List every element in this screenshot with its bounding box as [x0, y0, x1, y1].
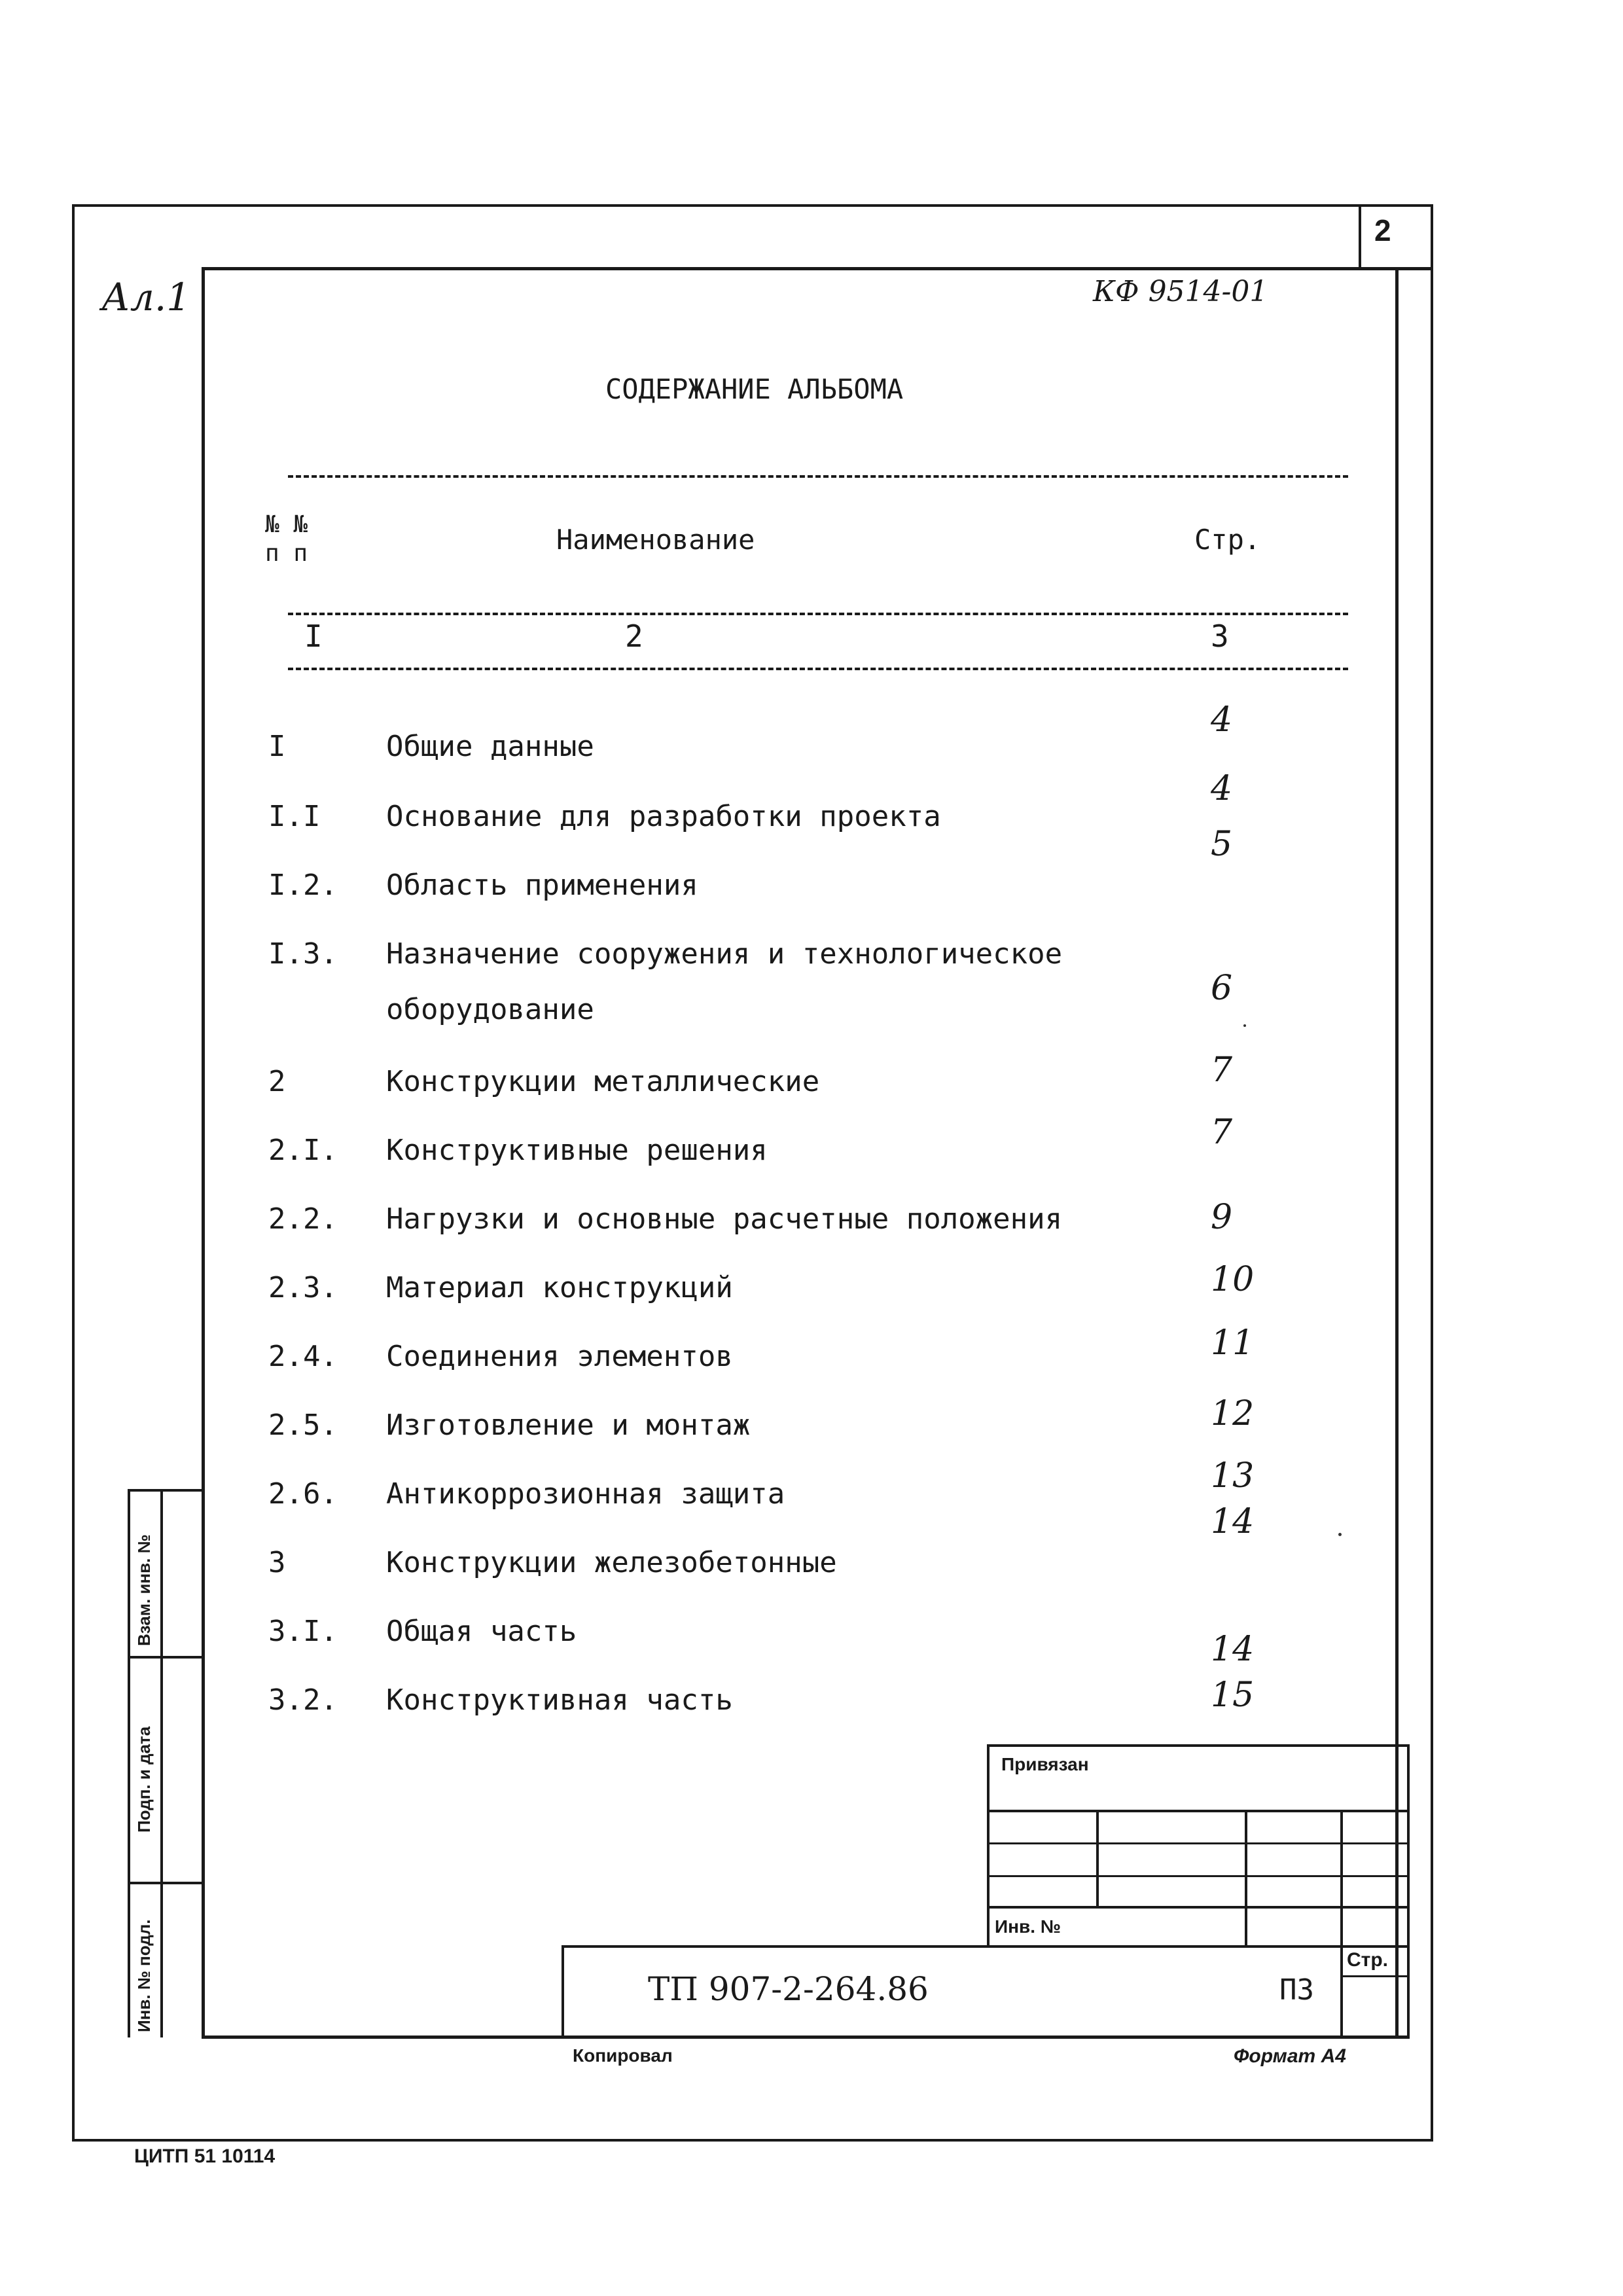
side-stamp-divider	[160, 1489, 163, 2037]
toc-page-5: 7	[1211, 1050, 1233, 1090]
toc-page-13: 14	[1211, 1630, 1255, 1669]
name-column-header: Наименование	[556, 524, 755, 556]
toc-title-2: Основание для разработки проекта	[386, 800, 941, 833]
privyazan-grid-h3	[987, 1875, 1409, 1877]
toc-num-10: 2.5.	[268, 1408, 338, 1442]
toc-title-9: Соединения элементов	[386, 1340, 733, 1373]
side-stamp-sep-2	[128, 1882, 205, 1884]
inv-no-label: Инв. №	[995, 1916, 1061, 1937]
inner-frame-bottom	[202, 2036, 1409, 2039]
privyazan-grid-h1	[987, 1810, 1409, 1812]
column-number-3: 3	[1211, 619, 1229, 654]
toc-num-5: 2	[268, 1065, 286, 1098]
toc-num-12: 3	[268, 1546, 286, 1579]
designation-top	[562, 1945, 1409, 1948]
page-cell-mid	[1340, 1975, 1409, 1977]
toc-page-4: 6	[1211, 969, 1233, 1008]
privyazan-right	[1407, 1744, 1410, 2039]
inner-frame-left	[202, 267, 205, 2037]
designation-left	[562, 1945, 564, 2037]
toc-title-1: Общие данные	[386, 730, 594, 763]
toc-num-9: 2.4.	[268, 1340, 338, 1373]
toc-page-2: 4	[1211, 769, 1233, 808]
page-column-header: Стр.	[1194, 524, 1261, 556]
toc-page-1: 4	[1211, 700, 1233, 740]
toc-title-5: Конструкции металлические	[386, 1065, 820, 1098]
format-label: Формат А4	[1234, 2045, 1346, 2067]
toc-title-7: Нагрузки и основные расчетные положения	[386, 1202, 1063, 1236]
citp-label: ЦИТП 51 10114	[134, 2145, 276, 2167]
inner-frame-right	[1395, 267, 1399, 2037]
toc-title-8: Материал конструкций	[386, 1271, 733, 1304]
kopiroval-label: Копировал	[573, 2045, 673, 2066]
toc-title-6: Конструктивные решения	[386, 1134, 768, 1167]
toc-title-10: Изготовление и монтаж	[386, 1408, 751, 1442]
outer-frame-left	[72, 204, 75, 2142]
sheet-number: 2	[1374, 213, 1391, 247]
outer-frame-right	[1431, 204, 1433, 2142]
toc-num-4: I.3.	[268, 937, 338, 971]
privyazan-grid-h2	[987, 1842, 1409, 1844]
album-marker: Ал.1	[101, 275, 191, 319]
header-rule-top	[288, 475, 1348, 478]
privyazan-grid-h4	[987, 1906, 1409, 1909]
doc-code: КФ 9514-01	[1093, 275, 1268, 308]
toc-page-9: 11	[1211, 1323, 1255, 1363]
header-rule-bottom	[288, 668, 1348, 670]
toc-page-14: 15	[1211, 1676, 1255, 1715]
toc-page-6: 7	[1211, 1113, 1233, 1152]
toc-title-14: Конструктивная часть	[386, 1683, 733, 1717]
toc-page-7: 9	[1211, 1198, 1233, 1237]
toc-title-3: Область применения	[386, 869, 698, 902]
side-stamp-left-edge	[128, 1489, 130, 2037]
toc-num-6: 2.I.	[268, 1134, 338, 1167]
outer-frame-top	[72, 204, 1433, 207]
toc-num-8: 2.3.	[268, 1271, 338, 1304]
toc-page-8: 10	[1211, 1260, 1255, 1299]
toc-num-14: 3.2.	[268, 1683, 338, 1717]
num-column-header	[265, 511, 308, 568]
privyazan-top	[987, 1744, 1409, 1747]
speck-mark	[1338, 1533, 1342, 1536]
column-number-1: I	[304, 619, 323, 654]
column-number-2: 2	[625, 619, 643, 654]
speck-mark	[1243, 1024, 1246, 1027]
toc-title-13: Общая часть	[386, 1615, 577, 1648]
inv-podl-label: Инв. № подл.	[134, 1919, 154, 2032]
num-header-line2: п п	[265, 540, 308, 567]
podp-data-label: Подп. и дата	[134, 1726, 154, 1833]
privyazan-left	[987, 1744, 990, 1947]
toc-num-1: I	[268, 730, 286, 763]
privyazan-grid-v1	[1096, 1810, 1099, 1908]
toc-page-12: 14	[1211, 1502, 1255, 1541]
sheet-box-left	[1359, 204, 1361, 270]
privyazan-grid-v2	[1245, 1810, 1247, 1947]
num-header-line1: № №	[265, 511, 308, 538]
toc-title-12: Конструкции железобетонные	[386, 1546, 837, 1579]
toc-title-4: Назначение сооружения и технологическое	[386, 937, 1063, 971]
toc-num-11: 2.6.	[268, 1477, 338, 1511]
outer-frame-bottom	[72, 2139, 1433, 2142]
toc-page-10: 12	[1211, 1394, 1255, 1433]
side-stamp-sep-1	[128, 1656, 205, 1659]
side-stamp-top	[128, 1489, 205, 1492]
section-code: ПЗ	[1279, 1973, 1314, 2007]
header-rule-middle	[288, 613, 1348, 615]
privyazan-grid-v3	[1340, 1810, 1343, 1947]
page-cell-left	[1340, 1945, 1343, 2037]
toc-num-7: 2.2.	[268, 1202, 338, 1236]
designation-code: ТП 907-2-264.86	[648, 1970, 929, 2008]
toc-title-11: Антикоррозионная защита	[386, 1477, 785, 1511]
page-title: СОДЕРЖАНИЕ АЛЬБОМА	[605, 373, 904, 405]
privyazan-label: Привязан	[1001, 1754, 1089, 1774]
toc-num-3: I.2.	[268, 869, 338, 902]
page-label: Стр.	[1347, 1949, 1389, 1971]
vzam-inv-label: Взам. инв. №	[134, 1534, 154, 1646]
toc-num-13: 3.I.	[268, 1615, 338, 1648]
toc-num-2: I.I	[268, 800, 321, 833]
inner-frame-top	[202, 267, 1433, 270]
toc-page-3: 5	[1211, 825, 1233, 864]
toc-title-4-cont: оборудование	[386, 993, 594, 1026]
toc-page-11: 13	[1211, 1456, 1255, 1496]
